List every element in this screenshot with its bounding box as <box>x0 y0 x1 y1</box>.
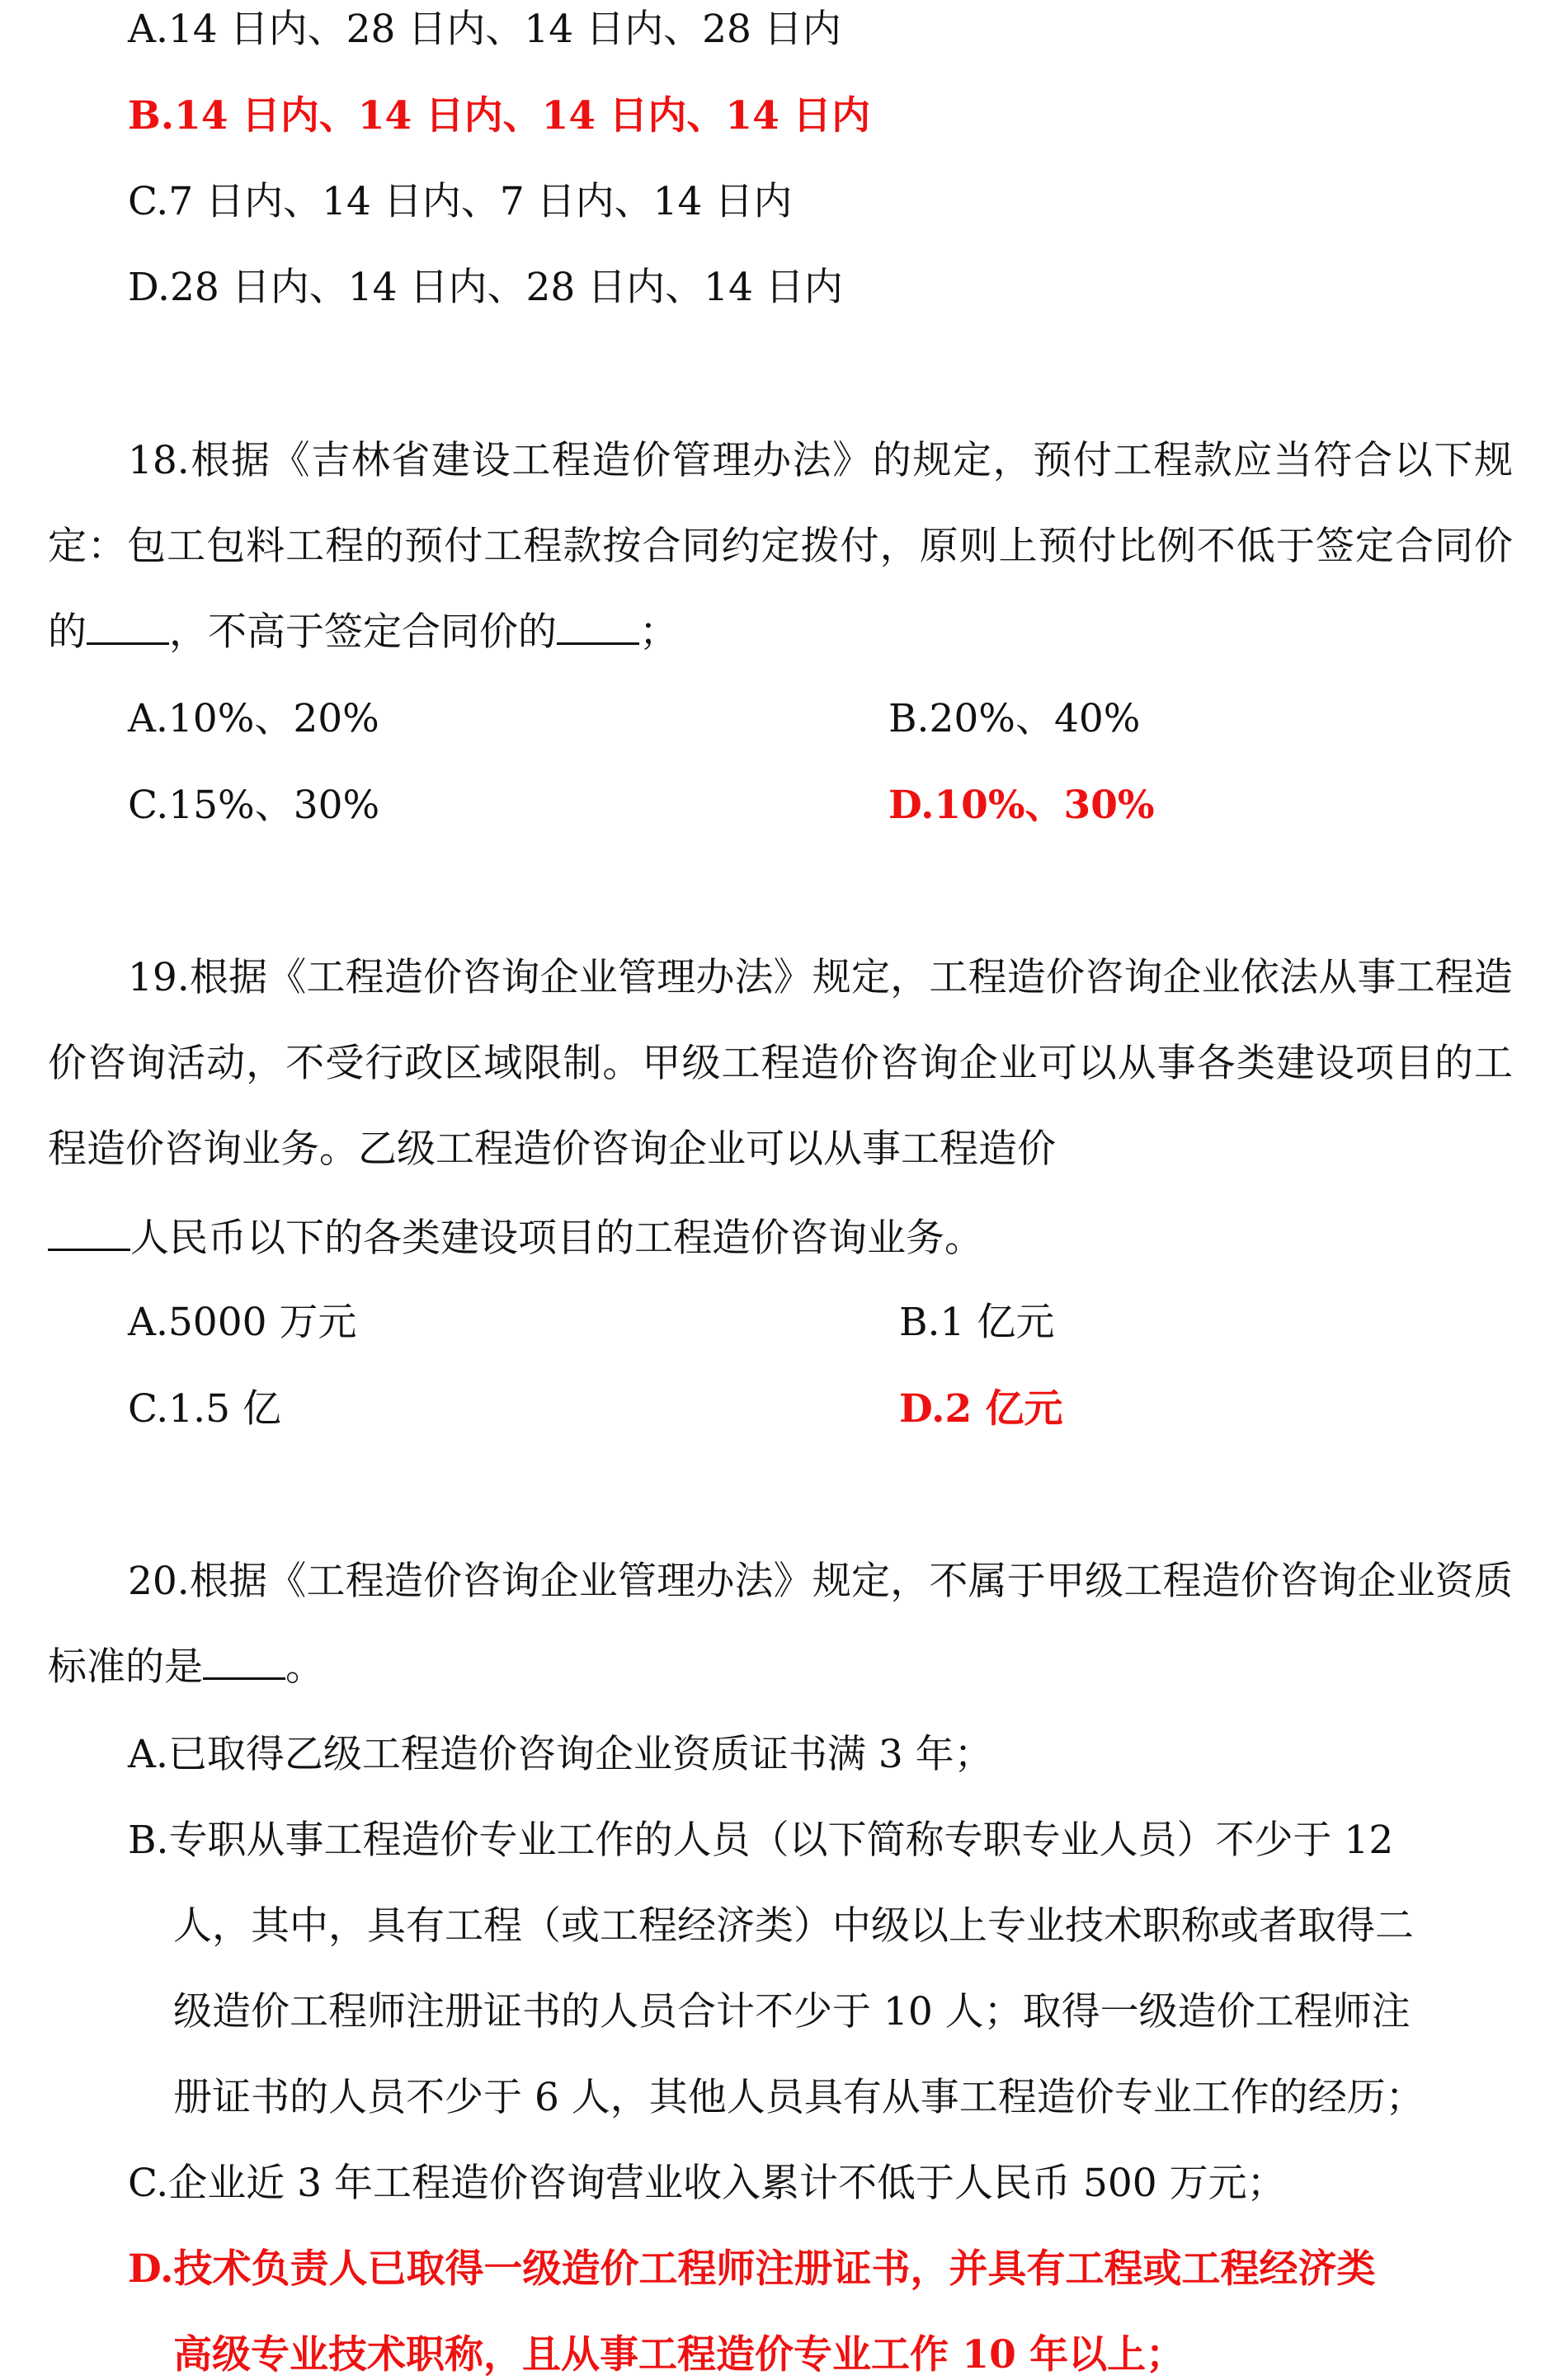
q18-blank-1 <box>87 606 169 645</box>
q20-stem <box>48 1539 1513 1710</box>
q19-option-d-correct: D.2 亿元 <box>899 1386 1063 1432</box>
q20-option-d-correct-line-1: D.技术负责人已取得一级造价工程师注册证书，并具有工程或工程经济类 <box>128 2246 1376 2292</box>
q20-option-b-line-4: 册证书的人员不少于 6 人，其他人员具有从事工程造价专业工作的经历； <box>173 2075 1425 2120</box>
q19-stem-last-line <box>48 1212 983 1263</box>
q19-stem <box>48 935 1513 1192</box>
q20-option-b-line-1: B.专职从事工程造价专业工作的人员（以下简称专职专业人员）不少于 12 <box>128 1818 1394 1863</box>
q18-stem-text-3: ； <box>639 609 678 655</box>
q18-option-c: C.15%、30% <box>128 783 380 828</box>
q18-blank-2 <box>557 606 639 645</box>
q17-option-a: A.14 日内、28 日内、14 日内、28 日内 <box>128 7 841 52</box>
q18-stem-text-1: 18.根据《吉林省建设工程造价管理办法》的规定，预付工程款应当符合以下规定：包工包料工程的预付工程款按合同约定拨付，原则上预付比例不低于签定合同价的 <box>48 438 1513 655</box>
q20-blank <box>203 1641 285 1680</box>
q17-option-b-correct: B.14 日内、14 日内、14 日内、14 日内 <box>128 93 871 139</box>
q18-stem <box>48 418 1513 675</box>
q19-option-a: A.5000 万元 <box>128 1300 357 1345</box>
q19-stem-text-2: 人民币以下的各类建设项目的工程造价咨询业务。 <box>130 1216 983 1261</box>
q18-option-b: B.20%、40% <box>888 696 1141 741</box>
q17-option-d: D.28 日内、14 日内、28 日内、14 日内 <box>128 265 843 310</box>
q20-stem-text-2: 。 <box>285 1644 324 1690</box>
q19-blank <box>48 1212 130 1251</box>
q19-stem-text-1: 19.根据《工程造价咨询企业管理办法》规定，工程造价咨询企业依法从事工程造价咨询活动，不受行政区域限制。甲级工程造价咨询企业可以从事各类建设项目的工程造价咨询业务。乙级工程造价咨询企业可以从事工程造价 <box>48 955 1513 1172</box>
q20-option-b-line-2: 人，其中，具有工程（或工程经济类）中级以上专业技术职称或者取得二 <box>173 1903 1414 1949</box>
q20-stem-text-1: 20.根据《工程造价咨询企业管理办法》规定，不属于甲级工程造价咨询企业资质标准的是 <box>48 1559 1513 1690</box>
q18-stem-text-2: ，不高于签定合同价的 <box>169 609 557 655</box>
q20-option-d-correct-line-2: 高级专业技术职称，且从事工程造价专业工作 10 年以上； <box>173 2332 1185 2378</box>
q20-option-c: C.企业近 3 年工程造价咨询营业收入累计不低于人民币 500 万元； <box>128 2161 1286 2206</box>
q18-option-d-correct: D.10%、30% <box>888 783 1155 828</box>
q19-option-b: B.1 亿元 <box>899 1300 1055 1345</box>
q20-option-b-line-3: 级造价工程师注册证书的人员合计不少于 10 人；取得一级造价工程师注 <box>173 1989 1411 2034</box>
q19-option-c: C.1.5 亿 <box>128 1386 281 1432</box>
q20-option-a: A.已取得乙级工程造价咨询企业资质证书满 3 年； <box>128 1732 993 1777</box>
q17-option-c: C.7 日内、14 日内、7 日内、14 日内 <box>128 179 793 224</box>
q18-option-a: A.10%、20% <box>128 696 379 741</box>
